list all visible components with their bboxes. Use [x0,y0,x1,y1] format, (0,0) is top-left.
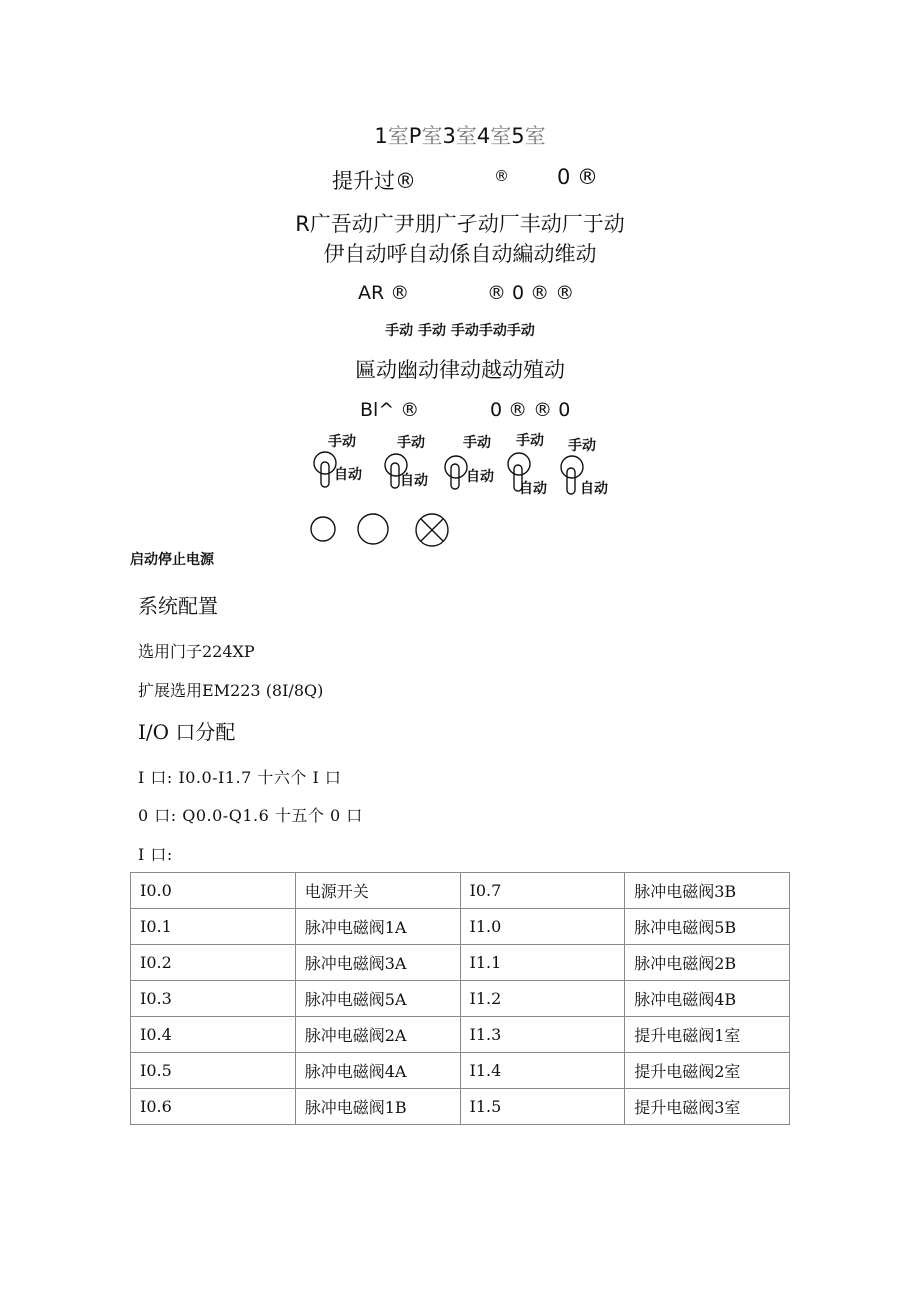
table-cell: 脉冲电磁阀5B [625,909,790,945]
room-row-segment: 室 [490,124,512,148]
valve-line-qu: 匾动幽动律动越动殖动 [355,358,565,382]
room-row-segment: 5 [511,124,525,148]
table-row [131,1053,790,1089]
table-cell: 提升电磁阀2室 [625,1053,790,1089]
section-io-heading: I/O 口分配 [138,720,236,744]
table-cell: I0.3 [131,981,296,1017]
table-row [131,1089,790,1125]
table-cell: I1.0 [460,909,625,945]
table-cell: I0.7 [460,873,625,909]
room-row-segment: 室 [524,124,546,148]
table-row [131,981,790,1017]
table-cell: 提升电磁阀1室 [625,1017,790,1053]
switch-manual-label: 手动 [397,435,425,451]
valve-line-auto: 伊自动呼自动係自动編动维动 [323,242,597,266]
room-row-segment: 室 [387,124,409,148]
table-row [131,909,790,945]
switch-auto-label: 自动 [519,481,547,497]
manual-row: 手动 手动 手动手动手动 [385,323,535,339]
table-cell: I1.3 [460,1017,625,1053]
table-row [131,945,790,981]
table-cell: I0.6 [131,1089,296,1125]
section-config-heading: 系统配置 [138,594,218,618]
table-cell: 脉冲电磁阀3B [625,873,790,909]
lift-label: 提升过® [332,169,416,193]
selector-switch-lever [567,468,575,494]
room-row-segment: 室 [455,124,477,148]
switch-manual-label: 手动 [516,433,544,449]
table-cell: 脉冲电磁阀1A [295,909,460,945]
table-cell: I0.2 [131,945,296,981]
switch-auto-label: 自动 [466,469,494,485]
table-cell: 脉冲电磁阀2A [295,1017,460,1053]
selector-switch-knob [508,453,530,475]
switch-auto-label: 自动 [580,481,608,497]
table-row [131,1017,790,1053]
footer-label: 启动停止电源 [130,552,214,568]
switch-auto-label: 自动 [334,467,362,483]
table-cell: I1.4 [460,1053,625,1089]
cpu-line: 选用门子224XP [138,642,255,661]
bl-label: Bl^ ® [360,399,420,421]
lift-symbol: ® [494,167,509,185]
room-row [0,120,920,150]
table-cell: 脉冲电磁阀5A [295,981,460,1017]
switch-manual-label: 手动 [328,434,356,450]
selector-switch-knob [314,452,336,474]
room-row-segment: 4 [476,124,491,148]
selector-switch-lever [451,464,459,489]
table-cell: 脉冲电磁阀3A [295,945,460,981]
table-cell: 脉冲电磁阀2B [625,945,790,981]
table-cell: 提升电磁阀3室 [625,1089,790,1125]
lift-symbol: 0 ® [557,165,599,189]
valve-line-r: R广吾动广尹朋广孑动厂丰动厂于动 [295,212,625,236]
table-cell: I1.5 [460,1089,625,1125]
selector-switch-knob [445,456,467,478]
table-cell: 脉冲电磁阀4A [295,1053,460,1089]
table-cell: I1.2 [460,981,625,1017]
table-cell: I0.1 [131,909,296,945]
table-cell: I0.0 [131,873,296,909]
room-row-segment: 1 [374,124,388,148]
table-cell: I0.5 [131,1053,296,1089]
switch-manual-label: 手动 [463,435,491,451]
io-assignment-table [130,872,790,1125]
room-row-segment: 3 [442,124,456,148]
table-cell: 电源开关 [295,873,460,909]
ar-label: AR ® [358,282,410,304]
indicator-lamp-icon [311,517,335,541]
table-cell: I0.4 [131,1017,296,1053]
switch-manual-label: 手动 [568,438,596,454]
switch-auto-label: 自动 [400,473,428,489]
table-cell: 脉冲电磁阀1B [295,1089,460,1125]
room-row-segment: P [408,124,422,148]
i-heading: I 口: [138,845,173,864]
ext-line: 扩展选用EM223 (8I/8Q) [138,681,324,700]
room-row-segment: 室 [421,124,443,148]
table-row [131,873,790,909]
i-summary: I 口: I0.0-I1.7 十六个 I 口 [138,768,342,787]
ar-symbols: ® 0 ® ® [487,282,575,304]
bl-symbols: 0 ® ® 0 [490,399,571,421]
indicator-lamp-icon [358,514,388,544]
selector-switch-knob [561,456,583,478]
table-cell: 脉冲电磁阀4B [625,981,790,1017]
table-cell: I1.1 [460,945,625,981]
o-summary: 0 口: Q0.0-Q1.6 十五个 0 口 [138,806,363,825]
